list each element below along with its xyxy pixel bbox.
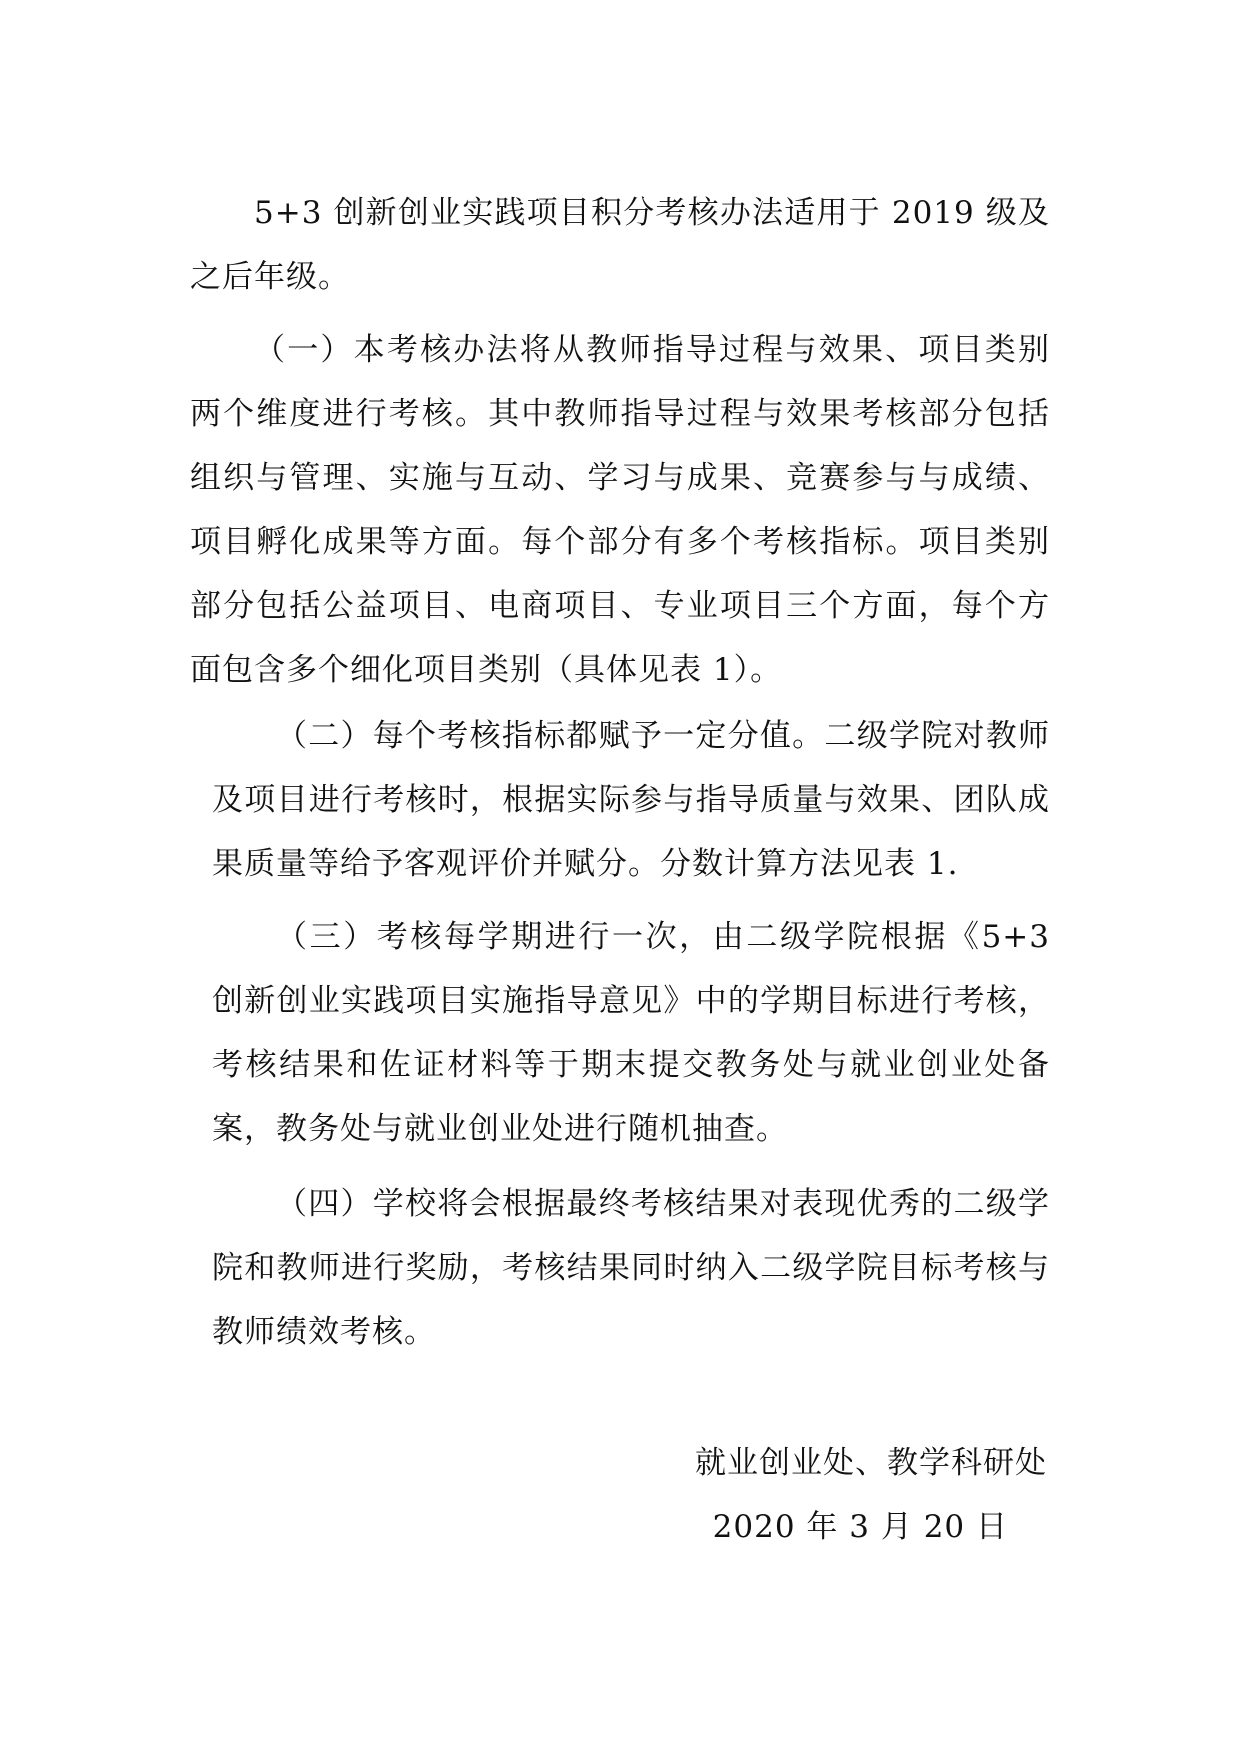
paragraph-item-4: （四）学校将会根据最终考核结果对表现优秀的二级学院和教师进行奖励，考核结果同时纳入二级学院目标考核与教师绩效考核。: [212, 1186, 1050, 1350]
signature-organization: 就业创业处、教学科研处: [695, 1445, 1047, 1481]
paragraph-item-3: （三）考核每学期进行一次，由二级学院根据《5+3 创新创业实践项目实施指导意见》中的学期目标进行考核，考核结果和佐证材料等于期末提交教务处与就业创业处备案，教务处与就业创业处进行随机抽查。: [212, 919, 1050, 1147]
paragraph-item-2: （二）每个考核指标都赋予一定分值。二级学院对教师及项目进行考核时，根据实际参与指导质量与效果、团队成果质量等给予客观评价并赋分。分数计算方法见表 1.: [212, 718, 1050, 882]
signature-date: 2020 年 3 月 20 日: [712, 1509, 1008, 1545]
paragraph-item-1: （一）本考核办法将从教师指导过程与效果、项目类别两个维度进行考核。其中教师指导过程与效果考核部分包括组织与管理、实施与互动、学习与成果、竞赛参与与成绩、项目孵化成果等方面。每个部分有多个考核指标。项目类别部分包括公益项目、电商项目、专业项目三个方面，每个方面包含多个细化项目类别（具体见表 1）。: [190, 332, 1050, 688]
paragraph-intro: 5+3 创新创业实践项目积分考核办法适用于 2019 级及之后年级。: [190, 195, 1050, 295]
